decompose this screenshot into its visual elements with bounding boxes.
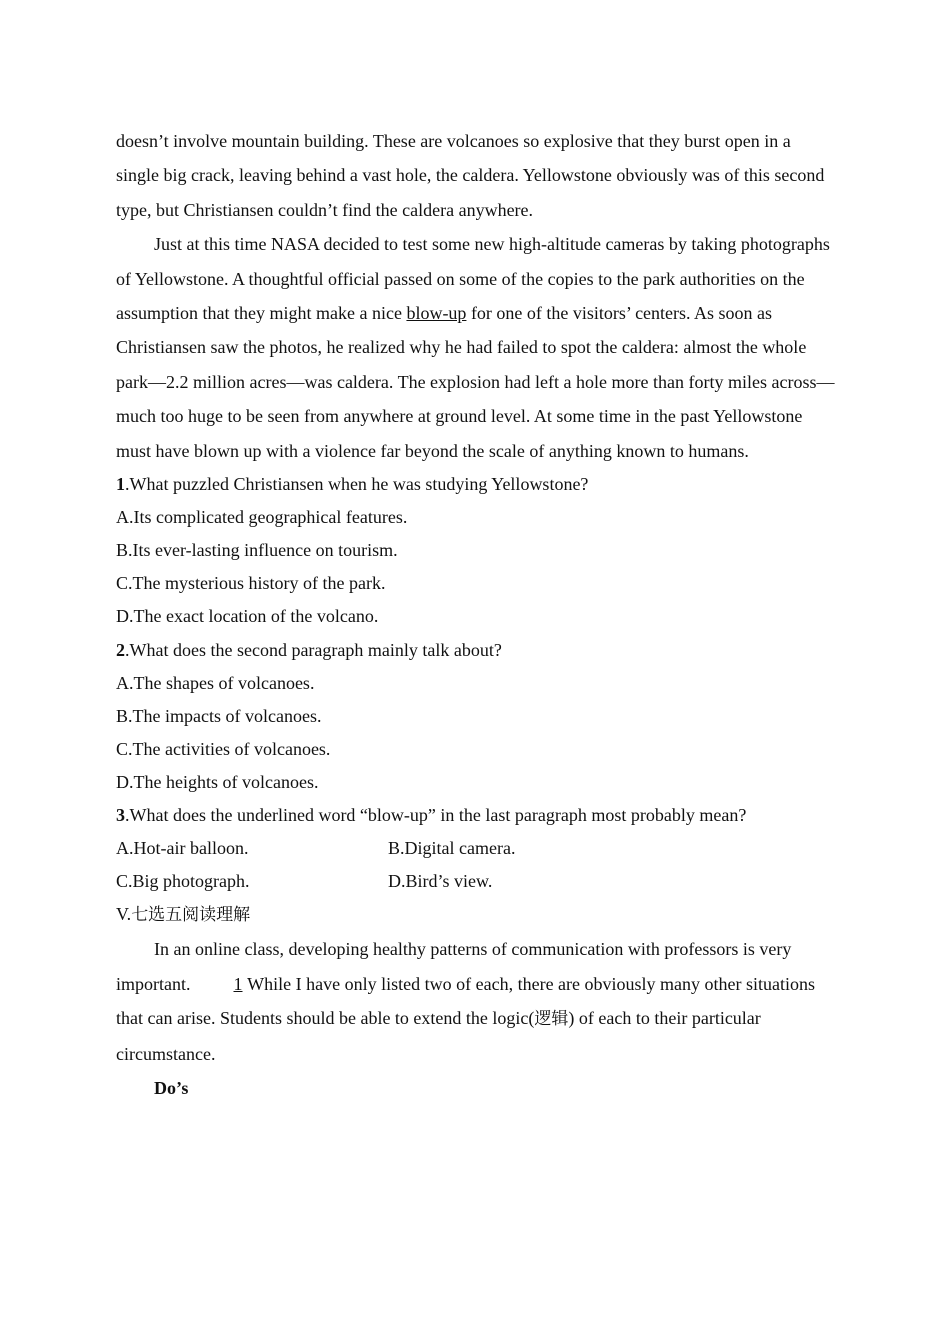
blank-1: 1 — [233, 973, 243, 994]
option-3d: D.Bird’s view. — [388, 871, 493, 892]
section-number: V. — [116, 904, 132, 925]
option-3b: B.Digital camera. — [388, 838, 516, 859]
document-content — [116, 124, 838, 1105]
question-number: 3 — [116, 805, 125, 825]
options-row-1 — [116, 832, 838, 865]
section-title: 七选五阅读理解 — [131, 905, 251, 926]
question-3 — [116, 799, 838, 832]
option-2b: B.The impacts of volcanoes. — [116, 705, 322, 726]
question-number: 2 — [116, 639, 125, 660]
option-2c: C.The activities of volcanoes. — [116, 738, 331, 759]
question-text: .What puzzled Christiansen when he was studying Yellowstone? — [125, 474, 589, 495]
question-1 — [116, 468, 838, 501]
option-2d: D.The heights of volcanoes. — [116, 771, 319, 792]
option-1b: B.Its ever-lasting influence on tourism. — [116, 540, 398, 561]
subheading-dos: Do’s — [154, 1078, 189, 1098]
section-text-middle: While I have only listed two of each, there are obviously many other situations that can arise. Students should be able to extend the logic( — [116, 973, 816, 1029]
question-number: 1 — [116, 474, 125, 495]
question-text: .What does the second paragraph mainly talk about? — [125, 639, 502, 660]
option-1c: C.The mysterious history of the park. — [116, 573, 386, 594]
question-text: .What does the underlined word “blow-up” in the last paragraph most probably mean? — [125, 805, 747, 825]
passage-paragraph-2 — [116, 227, 838, 468]
section-text-zh: 逻辑 — [534, 1009, 569, 1030]
paragraph-2-text-start: Just at this time NASA decided to test some new high-altitude cameras by taking photographs of Yellowstone. A thoughtful official passed on some of the copies to the park authorities on the assumption that they might make a nice — [116, 234, 830, 324]
underlined-word: blow-up — [406, 303, 467, 324]
option-3c: C.Big photograph. — [116, 871, 250, 892]
section-heading — [116, 898, 838, 932]
option-1d: D.The exact location of the volcano. — [116, 606, 379, 627]
option-3a: A.Hot-air balloon. — [116, 838, 249, 859]
paragraph-2-text-end: for one of the visitors’ centers. As soon as Christiansen saw the photos, he realized why he had failed to spot the caldera: almost the whole park—2.2 million acres—was caldera. The explosion had left a hole more than forty miles across—much too huge to be seen from anywhere at ground level. At some time in the past Yellowstone must have blown up with a violence far beyond the scale of anything known to humans. — [116, 303, 835, 461]
options-row-2 — [116, 865, 838, 898]
question-2 — [116, 634, 838, 667]
passage-paragraph-1: doesn’t involve mountain building. These are volcanoes so explosive that they burst open in a single big crack, leaving behind a vast hole, the caldera. Yellowstone obviously was of this second type, but Christiansen couldn’t find the caldera anywhere. — [116, 131, 825, 220]
section-paragraph-1 — [116, 932, 838, 1071]
section-text-start: In an online class, developing healthy patterns of communication with professors is very important. — [116, 939, 792, 994]
option-1a: A.Its complicated geographical features. — [116, 507, 408, 528]
option-2a: A.The shapes of volcanoes. — [116, 672, 315, 693]
section-text-end: ) of each to their particular circumstance. — [116, 1008, 761, 1064]
